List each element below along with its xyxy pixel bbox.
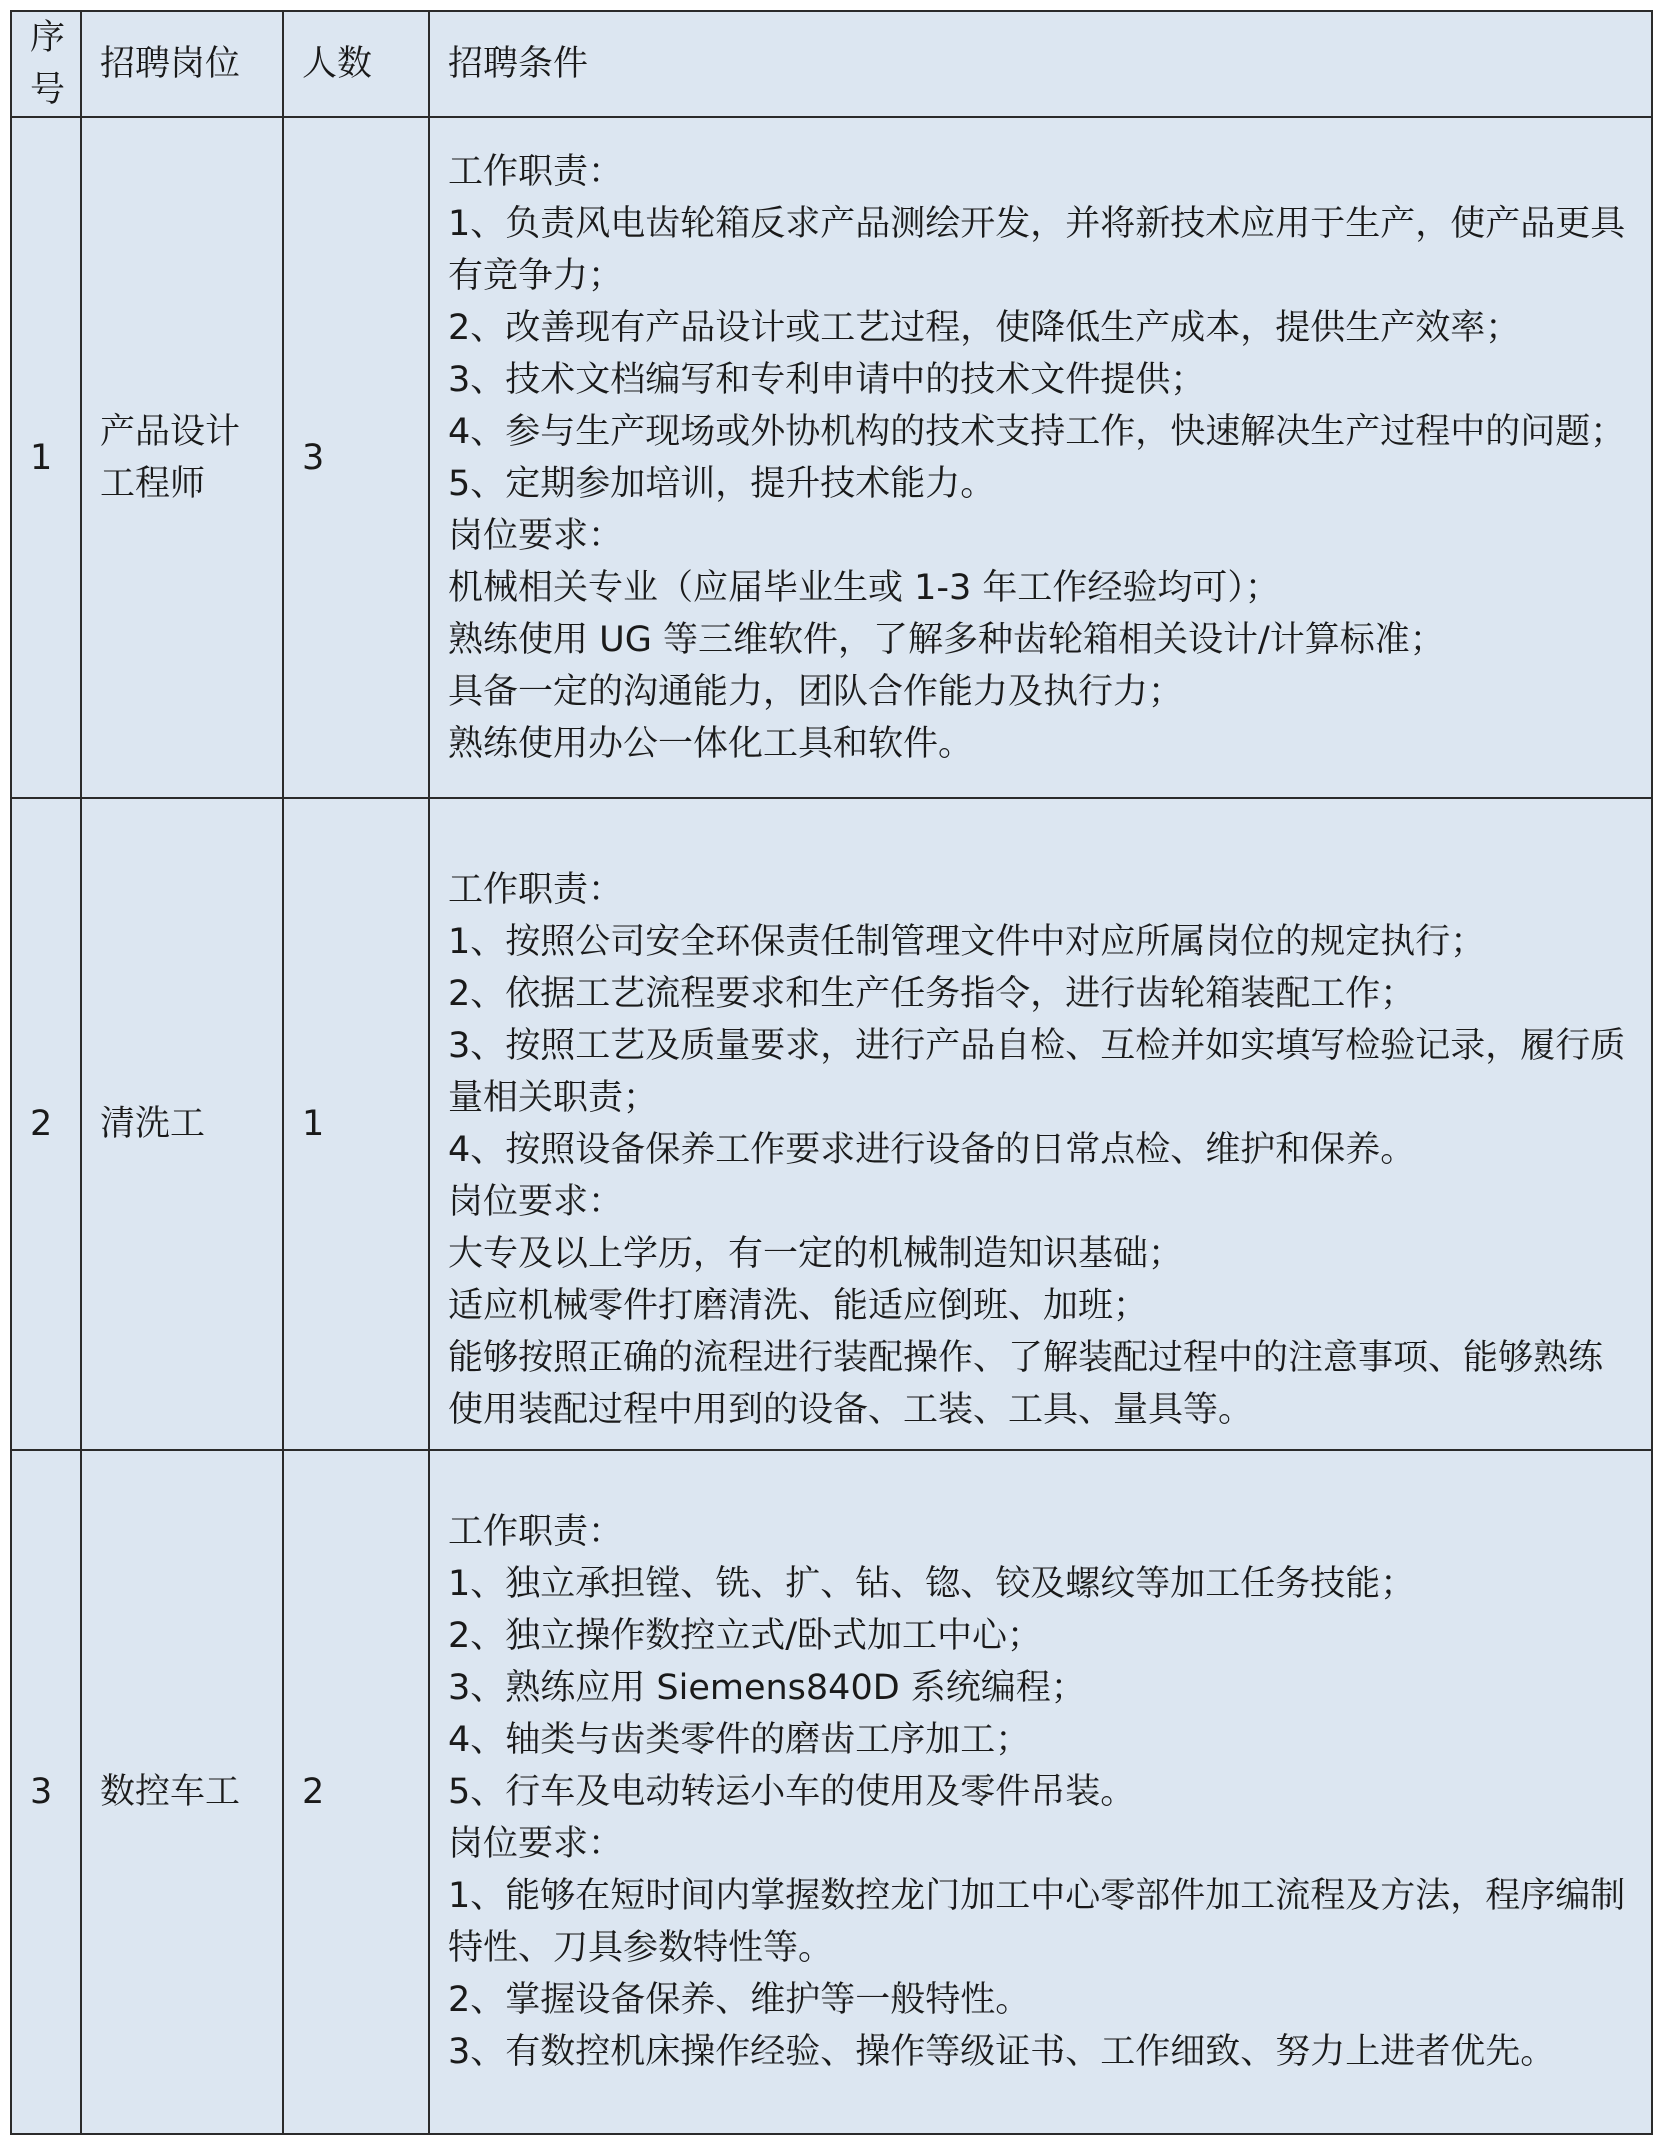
condition-line: 1、按照公司安全环保责任制管理文件中对应所属岗位的规定执行；	[448, 922, 1486, 962]
requirements-heading: 岗位要求：	[448, 515, 624, 556]
condition-line: 4、参与生产现场或外协机构的技术支持工作，快速解决生产过程中的问题；	[448, 411, 1626, 452]
table-row	[11, 798, 1652, 1450]
row-count: 3	[283, 117, 429, 798]
condition-line: 适应机械零件打磨清洗、能适应倒班、加班；	[448, 1286, 1149, 1326]
row-position	[81, 117, 283, 798]
requirements-heading: 岗位要求：	[448, 1182, 624, 1222]
condition-line: 3、熟练应用 Siemens840D 系统编程；	[448, 1668, 1086, 1708]
condition-line: 2、改善现有产品设计或工艺过程，使降低生产成本，提供生产效率；	[448, 307, 1521, 348]
condition-line: 1、独立承担镗、铣、扩、钻、锪、铰及螺纹等加工任务技能；	[448, 1564, 1416, 1604]
condition-line: 能够按照正确的流程进行装配操作、了解装配过程中的注意事项、能够熟练使用装配过程中用到的设备、工装、工具、量具等。	[448, 1338, 1604, 1430]
requirements-heading: 岗位要求：	[448, 1824, 624, 1864]
header-conditions: 招聘条件	[429, 11, 1652, 117]
row-conditions	[429, 117, 1652, 798]
condition-line: 2、掌握设备保养、维护等一般特性。	[448, 1980, 1031, 2020]
row-position	[81, 1450, 283, 2134]
condition-line: 2、依据工艺流程要求和生产任务指令，进行齿轮箱装配工作；	[448, 974, 1416, 1014]
condition-line: 3、有数控机床操作经验、操作等级证书、工作细致、努力上进者优先。	[448, 2032, 1556, 2072]
position-line1: 数控车工	[100, 1772, 241, 1812]
condition-line: 2、独立操作数控立式/卧式加工中心；	[448, 1616, 1043, 1656]
row-seq: 1	[11, 117, 81, 798]
condition-line: 1、负责风电齿轮箱反求产品测绘开发，并将新技术应用于生产，使产品更具有竞争力；	[448, 203, 1626, 296]
duties-heading: 工作职责：	[448, 151, 624, 192]
header-row	[11, 11, 1652, 117]
condition-line: 5、定期参加培训，提升技术能力。	[448, 463, 996, 504]
header-position: 招聘岗位	[81, 11, 283, 117]
condition-line: 具备一定的沟通能力，团队合作能力及执行力；	[448, 671, 1184, 712]
row-count: 1	[283, 798, 429, 1450]
row-seq: 3	[11, 1450, 81, 2134]
row-seq: 2	[11, 798, 81, 1450]
position-line1: 清洗工	[100, 1104, 206, 1144]
table-row	[11, 1450, 1652, 2134]
condition-line: 4、轴类与齿类零件的磨齿工序加工；	[448, 1720, 1031, 1760]
header-seq-line1: 序	[30, 18, 66, 58]
condition-line: 5、行车及电动转运小车的使用及零件吊装。	[448, 1772, 1136, 1812]
condition-line: 熟练使用 UG 等三维软件，了解多种齿轮箱相关设计/计算标准；	[448, 619, 1445, 660]
recruitment-table	[10, 10, 1653, 2135]
condition-line: 3、按照工艺及质量要求，进行产品自检、互检并如实填写检验记录，履行质量相关职责；	[448, 1026, 1626, 1118]
duties-heading: 工作职责：	[448, 1512, 624, 1552]
row-conditions	[429, 798, 1652, 1450]
row-position	[81, 798, 283, 1450]
spacer-line	[448, 812, 1633, 864]
condition-line: 1、能够在短时间内掌握数控龙门加工中心零部件加工流程及方法，程序编制特性、刀具参数特性等。	[448, 1876, 1626, 1968]
header-seq	[11, 11, 81, 117]
condition-line: 机械相关专业（应届毕业生或 1-3 年工作经验均可）；	[448, 567, 1280, 608]
duties-heading: 工作职责：	[448, 870, 624, 910]
table-row	[11, 117, 1652, 798]
header-seq-line2: 号	[30, 70, 66, 110]
condition-line: 3、技术文档编写和专利申请中的技术文件提供；	[448, 359, 1206, 400]
row-conditions	[429, 1450, 1652, 2134]
condition-line: 4、按照设备保养工作要求进行设备的日常点检、维护和保养。	[448, 1130, 1416, 1170]
position-line1: 产品设计	[100, 411, 241, 452]
header-count: 人数	[283, 11, 429, 117]
condition-line: 熟练使用办公一体化工具和软件。	[448, 723, 974, 764]
condition-line: 大专及以上学历，有一定的机械制造知识基础；	[448, 1234, 1184, 1274]
position-line2: 工程师	[100, 463, 206, 504]
row-count: 2	[283, 1450, 429, 2134]
